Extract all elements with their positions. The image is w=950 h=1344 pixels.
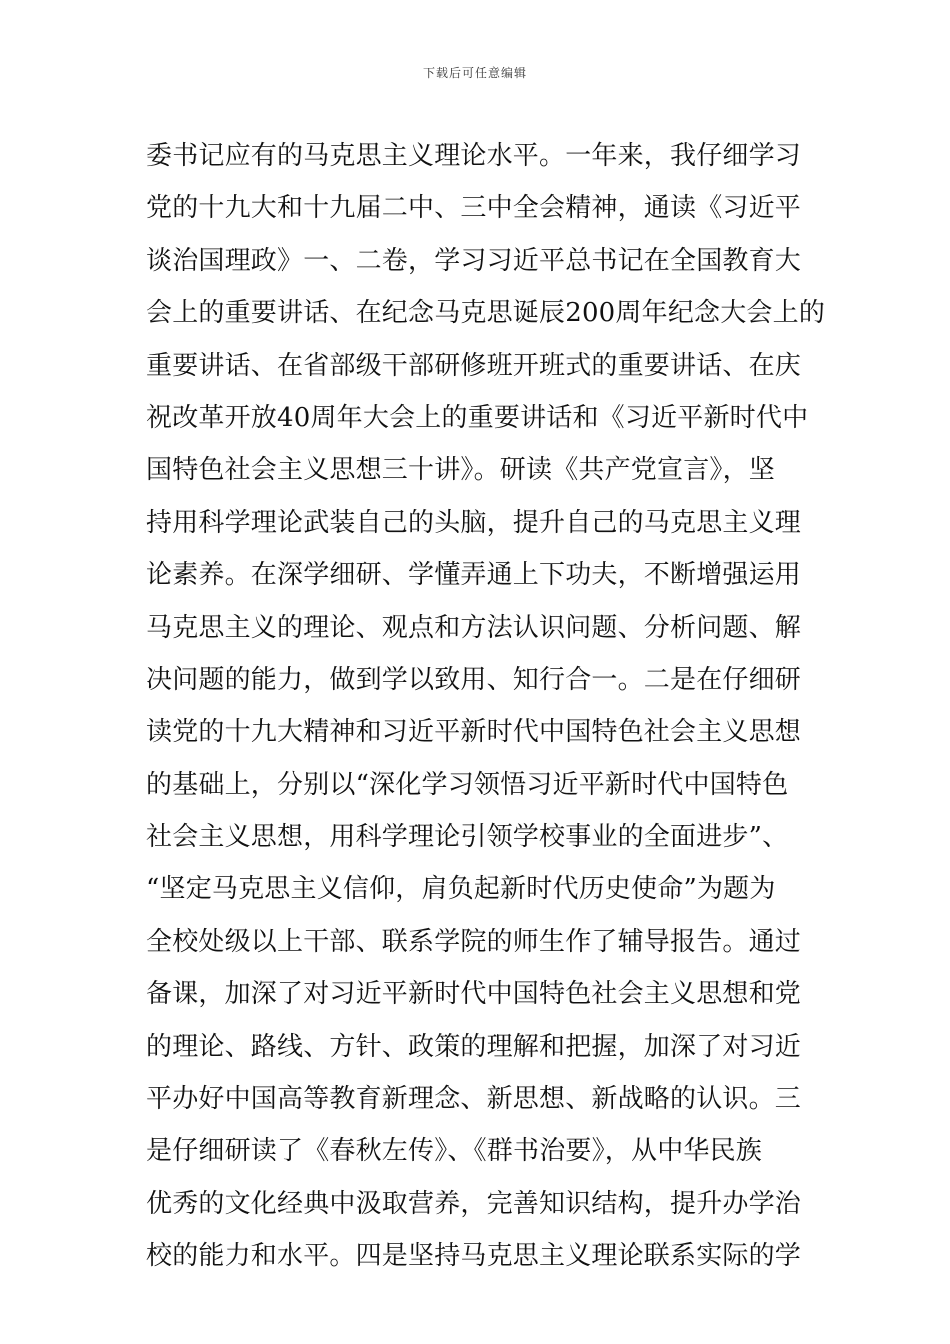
page-header-note: 下载后可任意编辑 (422, 66, 527, 80)
text-line: 的基础上，分别以“深化学习领悟习近平新时代中国特色 (146, 769, 789, 800)
body-text (146, 130, 826, 1283)
text-line: 读党的十九大精神和习近平新时代中国特色社会主义思想 (146, 717, 802, 748)
text-line: 校的能力和水平。四是坚持马克思主义理论联系实际的学 (146, 1241, 802, 1272)
text-line: 论素养。在深学细研、学懂弄通上下功夫，不断增强运用 (146, 560, 802, 591)
text-line: 国特色社会主义思想三十讲》。研读《共产党宣言》，坚 (146, 455, 776, 486)
text-line: 优秀的文化经典中汲取营养，完善知识结构，提升办学治 (146, 1188, 802, 1219)
text-line: 备课，加深了对习近平新时代中国特色社会主义思想和党 (146, 979, 802, 1010)
text-line: 祝改革开放40周年大会上的重要讲话和《习近平新时代中 (146, 402, 809, 433)
text-line: 委书记应有的马克思主义理论水平。一年来，我仔细学习 (146, 141, 802, 171)
text-line: 马克思主义的理论、观点和方法认识问题、分析问题、解 (146, 612, 802, 643)
text-line: 平办好中国高等教育新理念、新思想、新战略的认识。三 (146, 1084, 802, 1115)
text-line: 会上的重要讲话、在纪念马克思诞辰200周年纪念大会上的 (146, 298, 826, 329)
text-line: 社会主义思想，用科学理论引领学校事业的全面进步”、 (146, 822, 789, 853)
text-line: 的理论、路线、方针、政策的理解和把握，加深了对习近 (146, 1031, 802, 1062)
text-line: 是仔细研读了《春秋左传》、《群书治要》，从中华民族 (146, 1136, 763, 1167)
text-line: 党的十九大和十九届二中、三中全会精神，通读《习近平 (146, 193, 802, 224)
text-line: 重要讲话、在省部级干部研修班开班式的重要讲话、在庆 (146, 350, 802, 381)
text-line: 决问题的能力，做到学以致用、知行合一。二是在仔细研 (146, 664, 802, 695)
text-line: 谈治国理政》一、二卷，学习习近平总书记在全国教育大 (146, 245, 802, 276)
text-line: “坚定马克思主义信仰，肩负起新时代历史使命”为题为 (146, 874, 776, 905)
text-line: 全校处级以上干部、联系学院的师生作了辅导报告。通过 (146, 926, 802, 957)
text-line: 持用科学理论武装自己的头脑，提升自己的马克思主义理 (146, 507, 802, 538)
